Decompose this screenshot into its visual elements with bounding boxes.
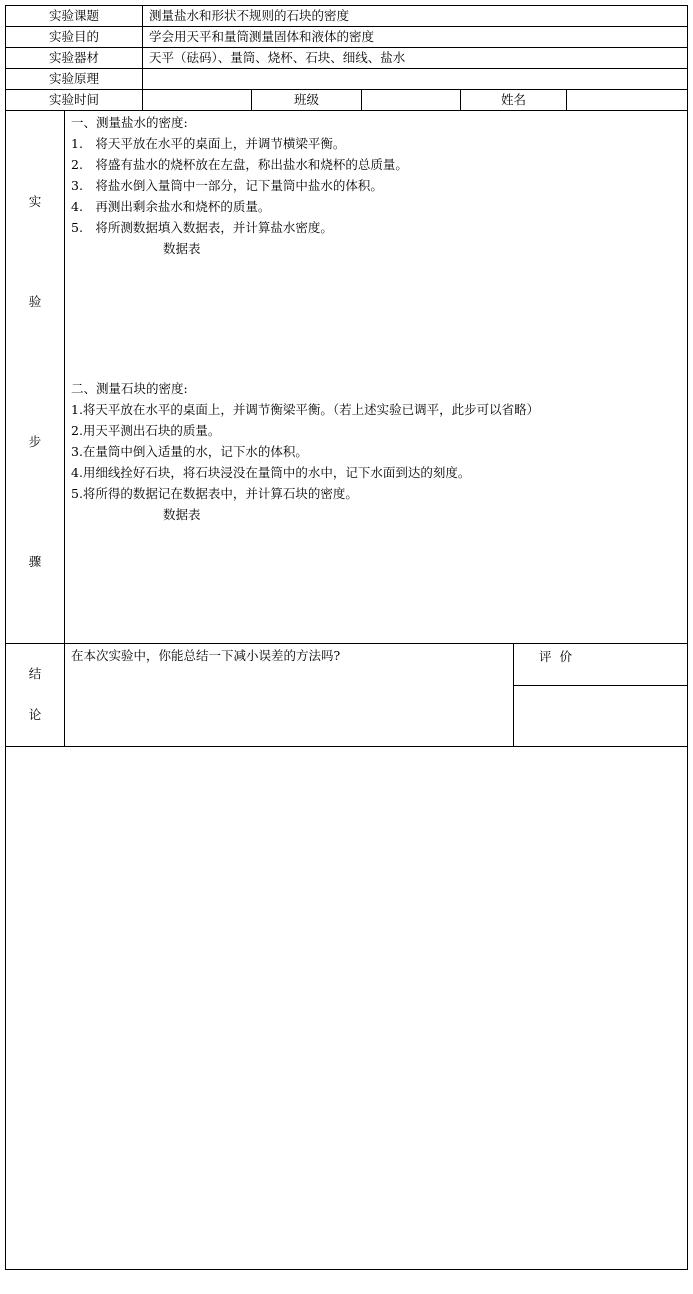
part1-table-caption: 数据表: [163, 241, 201, 256]
conclusion-question: 在本次实验中，你能总结一下减小误差的方法吗?: [71, 648, 341, 663]
purpose-value: 学会用天平和量筒测量固体和液体的密度: [149, 29, 375, 44]
evaluation-label: 评 价: [539, 649, 572, 664]
part2-step-4: 4.用细线拴好石块，将石块浸没在量筒中的水中，记下水面到达的刻度。: [71, 465, 471, 480]
time-label: 实验时间: [48, 92, 99, 107]
topic-label: 实验课题: [48, 8, 99, 23]
part2-step-5: 5.将所得的数据记在数据表中，并计算石块的密度。: [71, 486, 358, 501]
evaluation-input-area[interactable]: [514, 686, 687, 746]
steps-side-char-4: 骤: [28, 554, 42, 569]
blank-answer-area[interactable]: [65, 747, 687, 1269]
part1-step-5: 5. 将所测数据填入数据表，并计算盐水密度。: [71, 220, 333, 235]
part2-step-3: 3.在量筒中倒入适量的水，记下水的体积。: [71, 444, 308, 459]
steps-side-char-3: 步: [28, 434, 42, 449]
principle-label: 实验原理: [48, 71, 99, 86]
class-label: 班级: [293, 92, 319, 107]
part1-step-3: 3. 将盐水倒入量筒中一部分，记下量筒中盐水的体积。: [71, 178, 383, 193]
equipment-label: 实验器材: [48, 50, 99, 65]
conclusion-side-char-2: 论: [28, 707, 42, 722]
part1-step-1: 1. 将天平放在水平的桌面上，并调节横梁平衡。: [71, 136, 346, 151]
part2-table-caption: 数据表: [163, 507, 201, 522]
part2-step-1: 1.将天平放在水平的桌面上，并调节衡梁平衡。（若上述实验已调平，此步可以省略）: [71, 402, 540, 417]
purpose-label: 实验目的: [48, 29, 99, 44]
steps-side-char-1: 实: [28, 194, 42, 209]
part1-step-2: 2. 将盛有盐水的烧杯放在左盘，称出盐水和烧杯的总质量。: [71, 157, 408, 172]
equipment-value: 天平（砝码）、量筒、烧杯、石块、细线、盐水: [149, 50, 406, 65]
part2-heading: 二、测量石块的密度:: [71, 381, 188, 396]
part1-heading: 一、测量盐水的密度:: [71, 115, 188, 130]
name-label: 姓名: [500, 92, 526, 107]
part1-step-4: 4. 再测出剩余盐水和烧杯的质量。: [71, 199, 271, 214]
conclusion-side-char-1: 结: [28, 666, 42, 681]
topic-value: 测量盐水和形状不规则的石块的密度: [149, 8, 350, 23]
steps-side-char-2: 验: [28, 294, 42, 309]
part2-step-2: 2.用天平测出石块的质量。: [71, 423, 221, 438]
